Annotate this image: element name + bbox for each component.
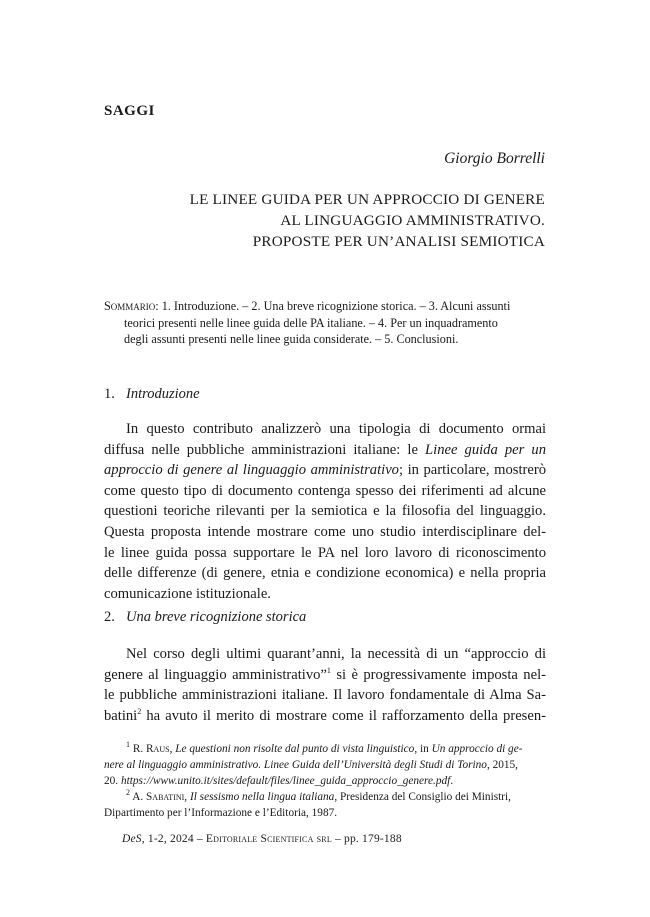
summary-line: degli assunti presenti nelle linee guida considerate. – 5. Conclusioni. <box>124 332 459 346</box>
footnote-ref: 1 <box>326 665 331 675</box>
author-name: Giorgio Borrelli <box>444 150 545 167</box>
text-line: comunicazione istituzionale. <box>104 585 271 602</box>
page-footer: DeS, 1-2, 2024 – Editoriale Scientifica srl – pp. 179-188 <box>122 833 402 845</box>
text-line: Questa proposta intende mostrare come uno studio interdisciplinare del- <box>104 523 546 540</box>
section-title: Una breve ricognizione storica <box>126 609 307 625</box>
footnotes <box>104 741 546 821</box>
section-title: Introduzione <box>126 386 200 402</box>
summary-line: Sommario: 1. Introduzione. – 2. Una breve ricognizione storica. – 3. Alcuni assunti <box>104 299 511 313</box>
text-line: questioni teoriche rilevanti per la semiotica e la filosofia del linguaggio. <box>104 503 546 520</box>
footnote-2-cont: Dipartimento per l’Informazione e l’Editoria, 1987. <box>104 807 338 819</box>
title-line: LE LINEE GUIDA PER UN APPROCCIO DI GENERE <box>189 191 545 208</box>
footnote-ref: 2 <box>137 706 142 716</box>
summary <box>104 298 546 348</box>
title-line: AL LINGUAGGIO AMMINISTRATIVO. <box>280 212 545 229</box>
article-title <box>85 189 545 252</box>
footnote-1-cont: nere al linguaggio amministrativo. Linee Guida dell’Università degli Studi di Torino, 2015, <box>104 759 519 771</box>
section-heading-1 <box>104 386 200 403</box>
publisher-name: Editoriale Scientifica srl <box>205 833 332 845</box>
section-heading-2 <box>104 609 306 626</box>
text-line: le pubbliche amministrazioni italiane. Il lavoro fondamentale di Alma Sa- <box>104 687 546 704</box>
summary-label: Sommario: <box>104 299 159 313</box>
summary-line: teorici presenti nelle linee guida delle PA italiane. – 4. Per un inquadramento <box>124 315 498 330</box>
footnote-link: https://www.unito.it/sites/default/files/linee_guida_approccio_genere.pdf <box>120 775 451 787</box>
section-number: 2. <box>104 609 115 625</box>
section-2-paragraph <box>104 644 546 726</box>
text-line: delle differenze (di genere, etnia e condizione economica) e nella propria <box>104 565 546 582</box>
text-line: come questo tipo di documento contenga spesso dei riferimenti ad alcune <box>104 482 546 499</box>
section-number: 1. <box>104 386 115 402</box>
text-line: In questo contributo analizzerò una tipologia di documento ormai <box>126 421 546 437</box>
journal-name: DeS <box>122 833 142 845</box>
text-line: approccio di genere al linguaggio amministrativo; in particolare, mostrerò <box>104 462 546 479</box>
text-line: batini$^2$ ha avuto il merito di mostrare come il rafforzamento della presen- <box>104 706 546 724</box>
section-1-paragraph <box>104 419 546 604</box>
text-line: le linee guida possa supportare le PA nel loro lavoro di riconoscimento <box>104 544 546 561</box>
section-label: SAGGI <box>104 103 155 119</box>
footnote-2: $^2$ A. Sabatini, Il sessismo nella lingua italiana, Presidenza del Consiglio dei Ministri, <box>126 788 511 803</box>
text-line: diffusa nelle pubbliche amministrazioni italiane: le Linee guida per un <box>104 441 546 458</box>
footnote-1: $^1$ R. Raus, Le questioni non risolte dal punto di vista linguistico, in Un approccio di ge- <box>126 740 523 755</box>
text-line: genere al linguaggio amministrativo”$^1$ si è progressivamente imposta nel- <box>104 665 546 683</box>
text-line: Nel corso degli ultimi quarant’anni, la necessità di un “approccio di <box>126 646 546 662</box>
footnote-1-cont: 20. https://www.unito.it/sites/default/files/linee_guida_approccio_genere.pdf. <box>104 775 454 787</box>
title-line: PROPOSTE PER UN’ANALISI SEMIOTICA <box>252 233 545 250</box>
